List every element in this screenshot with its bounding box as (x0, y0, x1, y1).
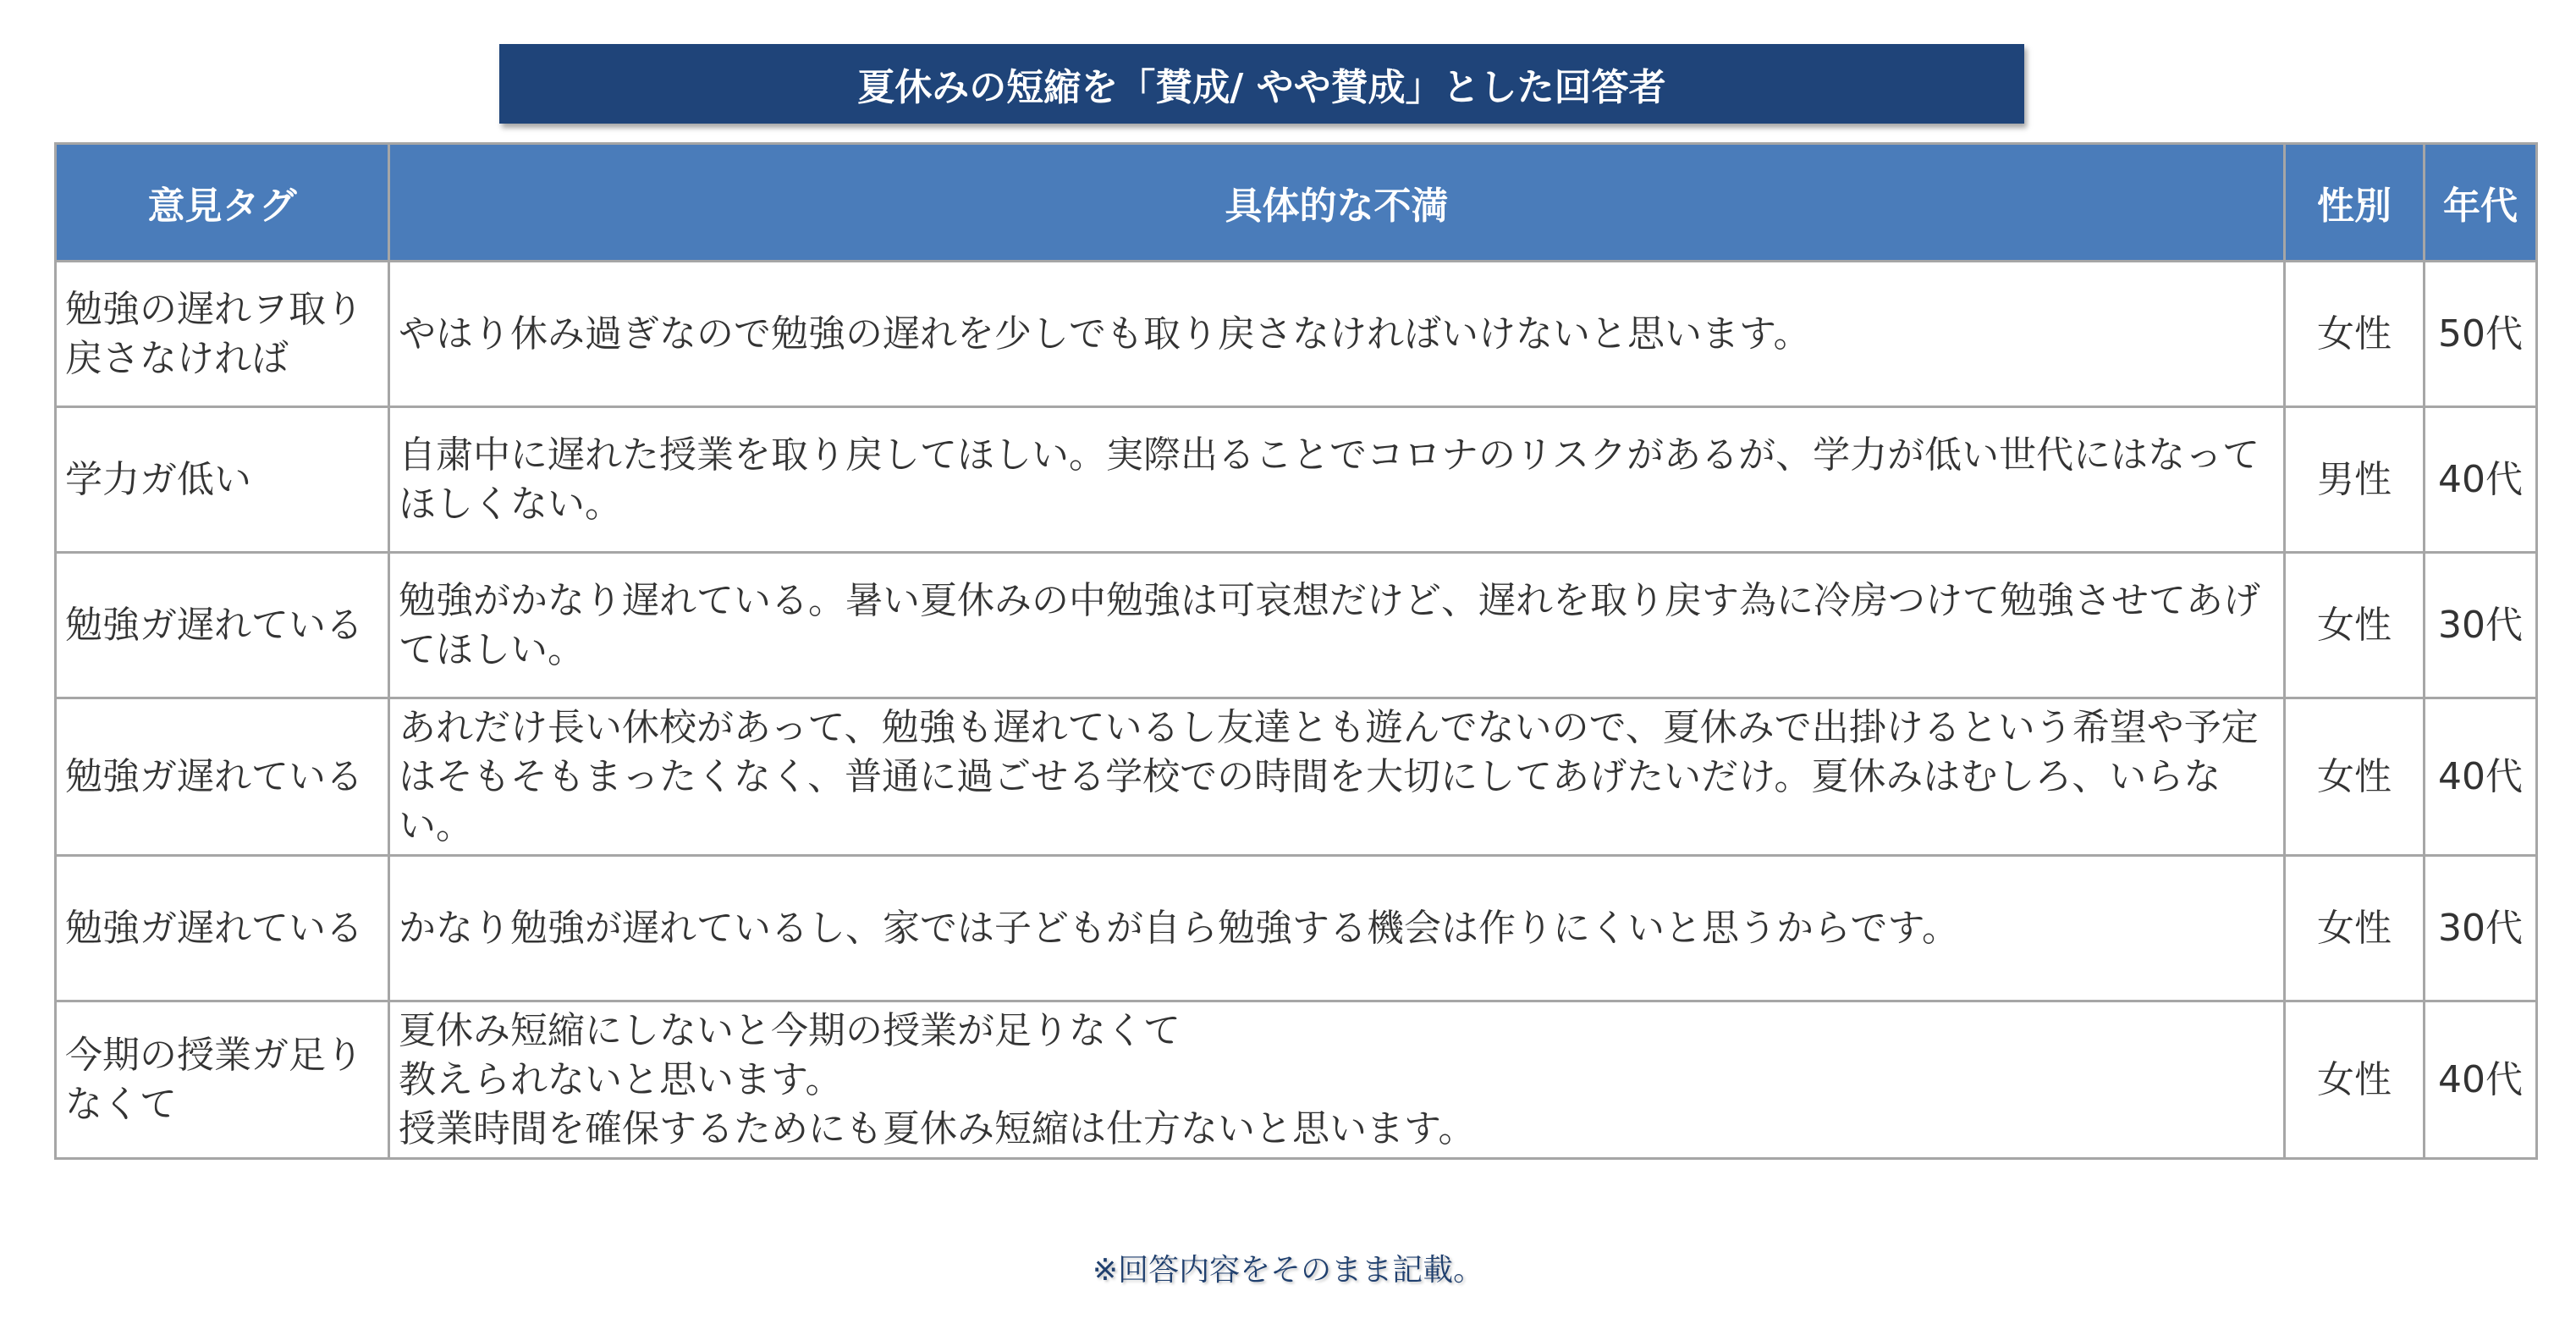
opinion-tag-cell: 勉強ガ遅れている (56, 698, 389, 856)
table-row (56, 856, 2537, 1001)
opinion-tag-cell: 勉強ガ遅れている (56, 553, 389, 698)
complaint-cell: 自粛中に遅れた授業を取り戻してほしい。実際出ることでコロナのリスクがあるが、学力が低い世代にはなってほしくない。 (389, 407, 2285, 553)
complaint-cell: 勉強がかなり遅れている。暑い夏休みの中勉強は可哀想だけど、遅れを取り戻す為に冷房つけて勉強させてあげてほしい。 (389, 553, 2285, 698)
table-row (56, 553, 2537, 698)
opinion-tag-cell: 勉強の遅れヲ取り戻さなければ (56, 262, 389, 407)
age-cell: 40代 (2425, 1001, 2537, 1159)
age-cell: 30代 (2425, 553, 2537, 698)
gender-cell: 男性 (2285, 407, 2425, 553)
survey-table (54, 142, 2538, 1160)
age-cell: 40代 (2425, 698, 2537, 856)
opinion-tag-cell: 今期の授業ガ足りなくて (56, 1001, 389, 1159)
table-row (56, 1001, 2537, 1159)
header-opinion-tag: 意見タグ (56, 144, 389, 262)
complaint-cell: やはり休み過ぎなので勉強の遅れを少しでも取り戻さなければいけないと思います。 (389, 262, 2285, 407)
table-row (56, 407, 2537, 553)
complaint-cell: 夏休み短縮にしないと今期の授業が足りなくて 教えられないと思います。 授業時間を確保するためにも夏休み短縮は仕方ないと思います。 (389, 1001, 2285, 1159)
page-title: 夏休みの短縮を「賛成/ やや賛成」とした回答者 (499, 44, 2024, 124)
header-gender: 性別 (2285, 144, 2425, 262)
footnote: ※回答内容をそのまま記載。 (1092, 1253, 1484, 1288)
header-age: 年代 (2425, 144, 2537, 262)
gender-cell: 女性 (2285, 553, 2425, 698)
opinion-tag-cell: 勉強ガ遅れている (56, 856, 389, 1001)
table-header (56, 144, 2537, 262)
header-row (56, 144, 2537, 262)
header-specific-complaint: 具体的な不満 (389, 144, 2285, 262)
gender-cell: 女性 (2285, 1001, 2425, 1159)
gender-cell: 女性 (2285, 698, 2425, 856)
complaint-cell: かなり勉強が遅れているし、家では子どもが自ら勉強する機会は作りにくいと思うからです。 (389, 856, 2285, 1001)
opinion-tag-cell: 学力ガ低い (56, 407, 389, 553)
table-body (56, 262, 2537, 1159)
age-cell: 40代 (2425, 407, 2537, 553)
age-cell: 30代 (2425, 856, 2537, 1001)
table-row (56, 262, 2537, 407)
age-cell: 50代 (2425, 262, 2537, 407)
complaint-cell: あれだけ長い休校があって、勉強も遅れているし友達とも遊んでないので、夏休みで出掛けるという希望や予定はそもそもまったくなく、普通に過ごせる学校での時間を大切にしてあげたいだけ。夏休みはむしろ、いらない。 (389, 698, 2285, 856)
gender-cell: 女性 (2285, 262, 2425, 407)
gender-cell: 女性 (2285, 856, 2425, 1001)
table-row (56, 698, 2537, 856)
